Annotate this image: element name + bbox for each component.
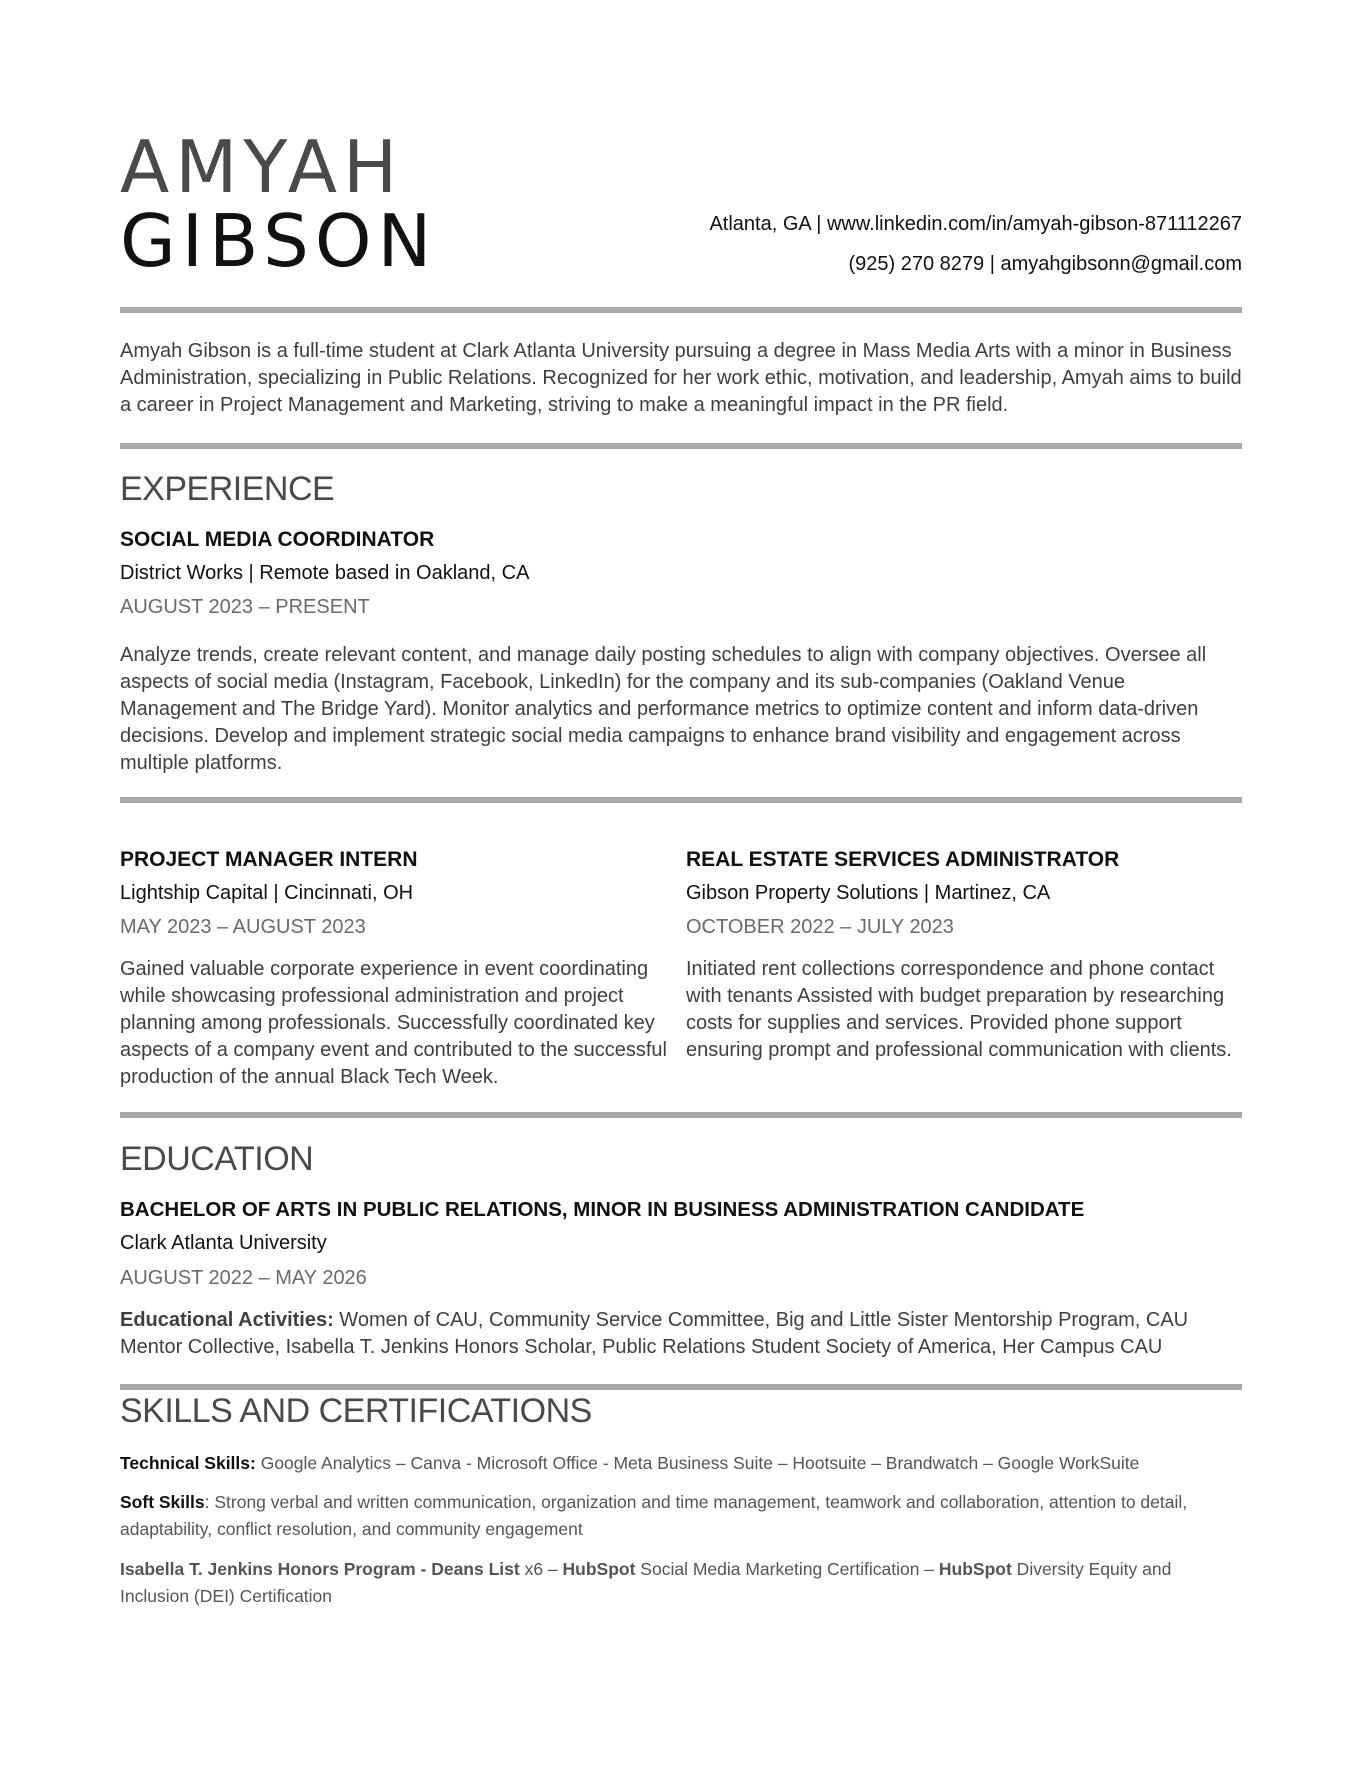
job-title: REAL ESTATE SERVICES ADMINISTRATOR — [686, 848, 1120, 871]
educational-activities — [120, 1307, 1250, 1361]
job-company: Gibson Property Solutions | Martinez, CA — [686, 882, 1051, 904]
divider — [120, 1112, 1242, 1118]
activities-text: Women of CAU, Community Service Committee, Big and Little Sister Mentorship Program, CAU Mentor Collective, Isabella T. Jenkins Honors Scholar, Public Relations Student Society of America, Her Campus CAU — [120, 1309, 1189, 1358]
technical-skills-label: Technical Skills: — [120, 1453, 256, 1473]
technical-skills-text: Google Analytics – Canva - Microsoft Office - Meta Business Suite – Hootsuite – Brandwatch – Google WorkSuite — [255, 1453, 1140, 1473]
cert-text-dei: Diversity Equity and Inclusion (DEI) Certification — [120, 1559, 1172, 1606]
education-dates: AUGUST 2022 – MAY 2026 — [120, 1267, 367, 1289]
divider — [120, 443, 1242, 449]
technical-skills — [120, 1450, 1242, 1477]
degree-title: BACHELOR OF ARTS IN PUBLIC RELATIONS, MINOR IN BUSINESS ADMINISTRATION CANDIDATE — [120, 1198, 1085, 1221]
certifications — [120, 1556, 1242, 1610]
summary-paragraph: Amyah Gibson is a full-time student at Clark Atlanta University pursuing a degree in Mass Media Arts with a minor in Business Administration, specializing in Public Relations. Recognized for her work ethic, motivation, and leadership, Amyah aims to build a career in Project Management and Marketing, striving to make a meaningful impact in the PR field. — [120, 340, 1242, 416]
job-description: Gained valuable corporate experience in event coordinating while showcasing professional administration and project planning among professionals. Successfully coordinated key aspects of a company event and contributed to the successful production of the annual Black Tech Week. — [120, 958, 667, 1088]
divider — [120, 1384, 1242, 1390]
education-heading: EDUCATION — [120, 1140, 314, 1178]
job-company: District Works | Remote based in Oakland, CA — [120, 562, 530, 584]
job-description: Analyze trends, create relevant content, and manage daily posting schedules to align with company objectives. Oversee all aspects of social media (Instagram, Facebook, LinkedIn) for the company and its sub-companies (Oakland Venue Management and The Bridge Yard). Monitor analytics and performance metrics to optimize content and inform data-driven decisions. Develop and implement strategic social media campaigns to enhance brand visibility and engagement across multiple platforms. — [120, 644, 1207, 774]
job-dates: OCTOBER 2022 – JULY 2023 — [686, 916, 954, 938]
first-name: AMYAH — [120, 125, 404, 209]
skills-heading: SKILLS AND CERTIFICATIONS — [120, 1392, 592, 1430]
contact-block — [709, 204, 1242, 284]
job-dates: AUGUST 2023 – PRESENT — [120, 596, 370, 618]
school-name: Clark Atlanta University — [120, 1232, 327, 1254]
cert-label-honors: Isabella T. Jenkins Honors Program - Deans List — [120, 1559, 520, 1579]
job-dates: MAY 2023 – AUGUST 2023 — [120, 916, 366, 938]
soft-skills-text: Strong verbal and written communication, organization and time management, teamwork and collaboration, attention to detail, adaptability, conflict resolution, and community engagement — [120, 1492, 1188, 1539]
job-description: Initiated rent collections correspondence and phone contact with tenants Assisted with budget preparation by researching costs for supplies and services. Provided phone support ensuring prompt and professional communication with clients. — [686, 958, 1232, 1061]
job-title: PROJECT MANAGER INTERN — [120, 848, 418, 871]
experience-heading: EXPERIENCE — [120, 470, 335, 508]
divider — [120, 307, 1242, 313]
contact-phone-email: (925) 270 8279 | amyahgibsonn@gmail.com — [848, 253, 1242, 275]
cert-text-honors: x6 – — [519, 1559, 563, 1579]
cert-text-social: Social Media Marketing Certification – — [635, 1559, 939, 1579]
soft-skills-label: Soft Skills — [120, 1492, 205, 1512]
candidate-name — [120, 125, 438, 283]
soft-skills — [120, 1489, 1242, 1543]
contact-location-linkedin: Atlanta, GA | www.linkedin.com/in/amyah-gibson-871112267 — [709, 213, 1242, 235]
cert-label-hubspot: HubSpot — [938, 1559, 1012, 1579]
last-name: GIBSON — [120, 199, 438, 283]
activities-label: Educational Activities: — [120, 1309, 334, 1331]
job-title: SOCIAL MEDIA COORDINATOR — [120, 528, 435, 551]
divider — [120, 797, 1242, 803]
cert-label-hubspot: HubSpot — [562, 1559, 636, 1579]
soft-skills-colon: : — [204, 1492, 210, 1512]
job-company: Lightship Capital | Cincinnati, OH — [120, 882, 414, 904]
